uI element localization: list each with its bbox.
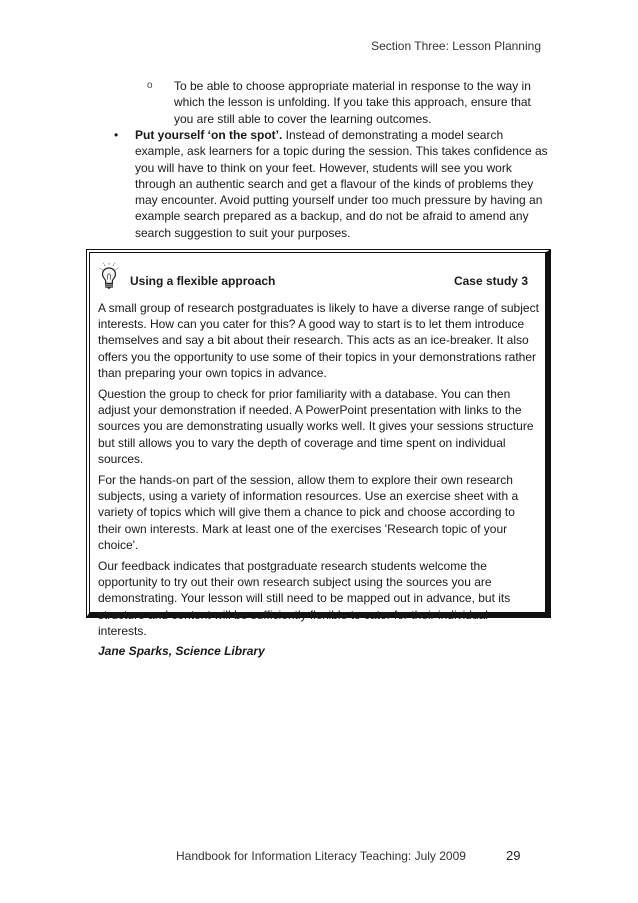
footer-text: Handbook for Information Literacy Teaching: July 2009 — [176, 849, 466, 863]
page-number: 29 — [506, 848, 521, 863]
case-study-title: Using a flexible approach — [130, 274, 276, 288]
case-study-header — [98, 263, 539, 290]
bullet-icon: • — [114, 128, 119, 142]
case-study-paragraph: Our feedback indicates that postgraduate research students welcome the opportunity to try out their own research subject using the sources you are demonstrating. Your lesson will still need to be mapped out in advance, but its structure and content will be sufficiently flexible to cater for their individual interests. — [98, 559, 511, 638]
bullet-body: Instead of demonstrating a model search example, ask learners for a topic during the session. This takes confidence as you will have to think on your feet. However, students will see you work through an authentic search and get a flavour of the kinds of problems they may encounter. Avoid putting yourself under too much pressure by having an example search prepared as a backup, and do not be afraid to amend any search suggestion to suit your purposes. — [135, 128, 548, 240]
case-study-number: Case study 3 — [453, 274, 528, 288]
case-study-paragraph: For the hands-on part of the session, allow them to explore their own research subjects, using a variety of information resources. Use an exercise sheet with a variety of topics which will give them a chance to pick and choose according to their own interests. Mark at least one of the exercises 'Research topic of your choice'. — [98, 473, 519, 552]
bullet-list — [110, 127, 550, 241]
bullet-item — [110, 127, 550, 241]
case-study-paragraph: A small group of research postgraduates is likely to have a diverse range of subject interests. How can you cater for this? A good way to start is to let them introduce themselves and say a bit about their research. This acts as an ice-breaker. It also offers you the opportunity to use some of their topics in your demonstrations rather than preparing your own topics in advance. — [98, 301, 539, 380]
bullet-lead-in: Put yourself ‘on the spot’. — [135, 128, 283, 142]
case-study-body — [98, 300, 539, 658]
case-study-author: Jane Sparks, Science Library — [98, 644, 265, 659]
case-study-box — [86, 249, 551, 659]
sub-bullet-item — [147, 78, 547, 127]
sub-bullet-text: To be able to choose appropriate material in response to the way in which the lesson is unfolding. If you take this approach, ensure that you are still able to cover the learning outcomes. — [174, 79, 531, 126]
lightbulb-icon — [98, 262, 128, 290]
hollow-bullet-icon: o — [147, 80, 153, 91]
bullet-text — [135, 127, 550, 241]
case-study-paragraph: Question the group to check for prior familiarity with a database. You can then adjust your demonstration if needed. A PowerPoint presentation with links to the sources you are demonstrating usually works well. It gives your sessions structure but still allows you to vary the depth of coverage and time spent on individual sources. — [98, 387, 534, 466]
sub-bullet-list — [147, 78, 547, 127]
section-header: Section Three: Lesson Planning — [371, 39, 541, 53]
